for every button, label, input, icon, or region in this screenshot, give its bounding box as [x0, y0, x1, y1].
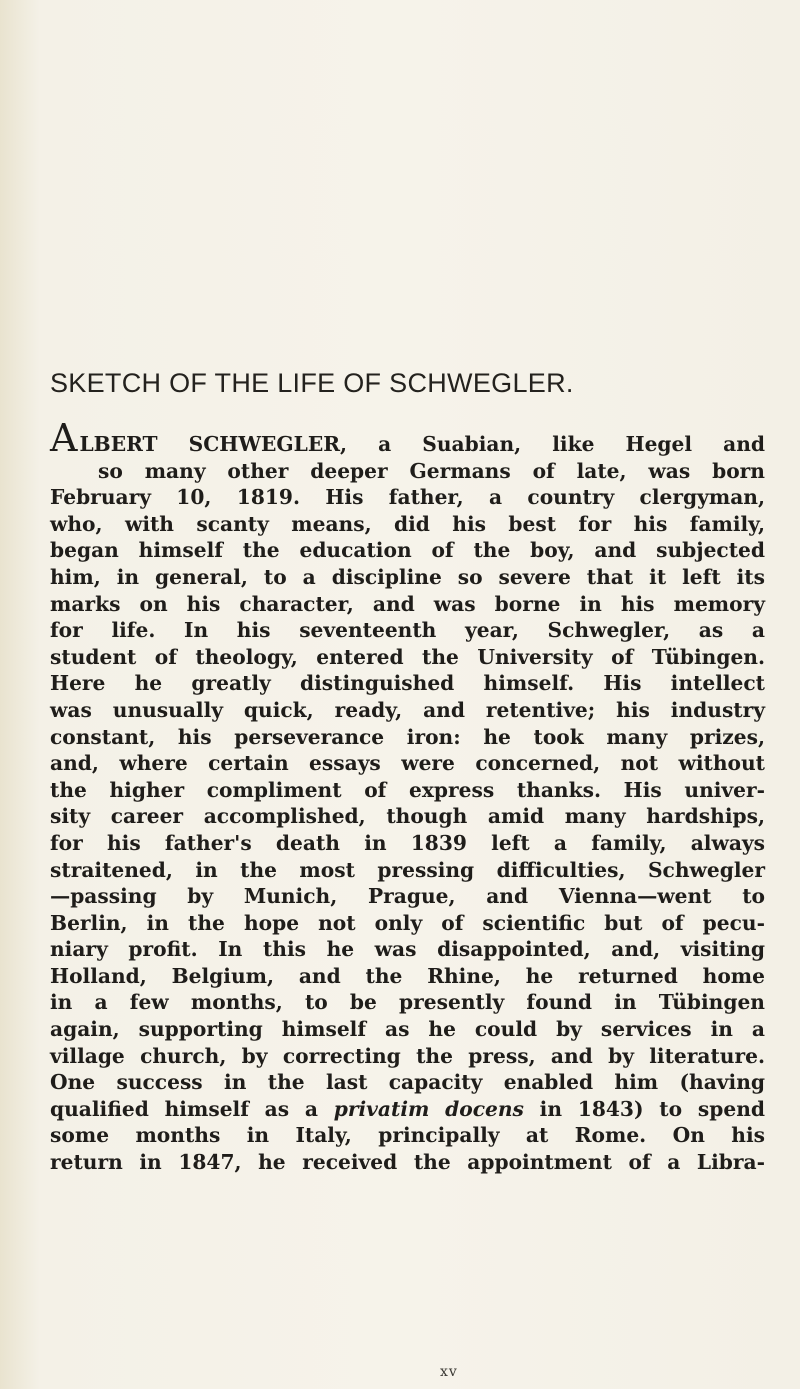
- drop-cap: A: [50, 416, 78, 460]
- text-line: the higher compliment of express thanks. His univer-: [50, 777, 765, 802]
- text-line: began himself the education of the boy, and subjected: [50, 538, 765, 563]
- text-line: him, in general, to a discipline so severe that it left its: [50, 564, 765, 589]
- text-line: —passing by Munich, Prague, and Vienna—went to: [50, 884, 765, 909]
- text-line: return in 1847, he received the appointment of a Libra-: [50, 1150, 765, 1175]
- text-line: in a few months, to be presently found in Tübingen: [50, 990, 765, 1015]
- text-line: village church, by correcting the press, and by literature.: [50, 1043, 765, 1068]
- body-paragraph: [50, 416, 765, 1176]
- text-line: marks on his character, and was borne in his memory: [50, 591, 765, 616]
- text-line: for his father's death in 1839 left a family, always: [50, 830, 765, 855]
- text-line: February 10, 1819. His father, a country clergyman,: [50, 485, 765, 510]
- text-line: sity career accomplished, though amid many hardships,: [50, 804, 765, 829]
- page-number: xv: [440, 1364, 458, 1380]
- chapter-heading: SKETCH OF THE LIFE OF SCHWEGLER.: [50, 368, 574, 398]
- text-line: niary profit. In this he was disappointed, and, visiting: [50, 937, 765, 962]
- text-line: so many other deeper Germans of late, was born: [98, 458, 765, 483]
- text-line: again, supporting himself as he could by services in a: [50, 1017, 765, 1042]
- text-line: and, where certain essays were concerned, not without: [50, 751, 765, 776]
- text-line: Here he greatly distinguished himself. His intellect: [50, 671, 765, 696]
- text-line: who, with scanty means, did his best for his family,: [50, 511, 765, 536]
- text-line: some months in Italy, principally at Rome. On his: [50, 1123, 765, 1148]
- text-line: student of theology, entered the University of Tübingen.: [50, 644, 765, 669]
- text-line: for life. In his seventeenth year, Schwegler, as a: [50, 618, 765, 643]
- text-line: qualified himself as a privatim docens in 1843) to spend: [50, 1096, 765, 1121]
- text-line: Berlin, in the hope not only of scientific but of pecu-: [50, 910, 765, 935]
- text-line: One success in the last capacity enabled him (having: [50, 1070, 765, 1095]
- text-line: Holland, Belgium, and the Rhine, he returned home: [50, 963, 765, 988]
- text-line: ALBERT SCHWEGLER, a Suabian, like Hegel and: [50, 416, 765, 460]
- text-line: constant, his perseverance iron: he took many prizes,: [50, 724, 765, 749]
- text-line: was unusually quick, ready, and retentive; his industry: [50, 697, 765, 722]
- italic-term: privatim docens: [333, 1096, 524, 1121]
- text-line: straitened, in the most pressing difficulties, Schwegler: [50, 857, 765, 882]
